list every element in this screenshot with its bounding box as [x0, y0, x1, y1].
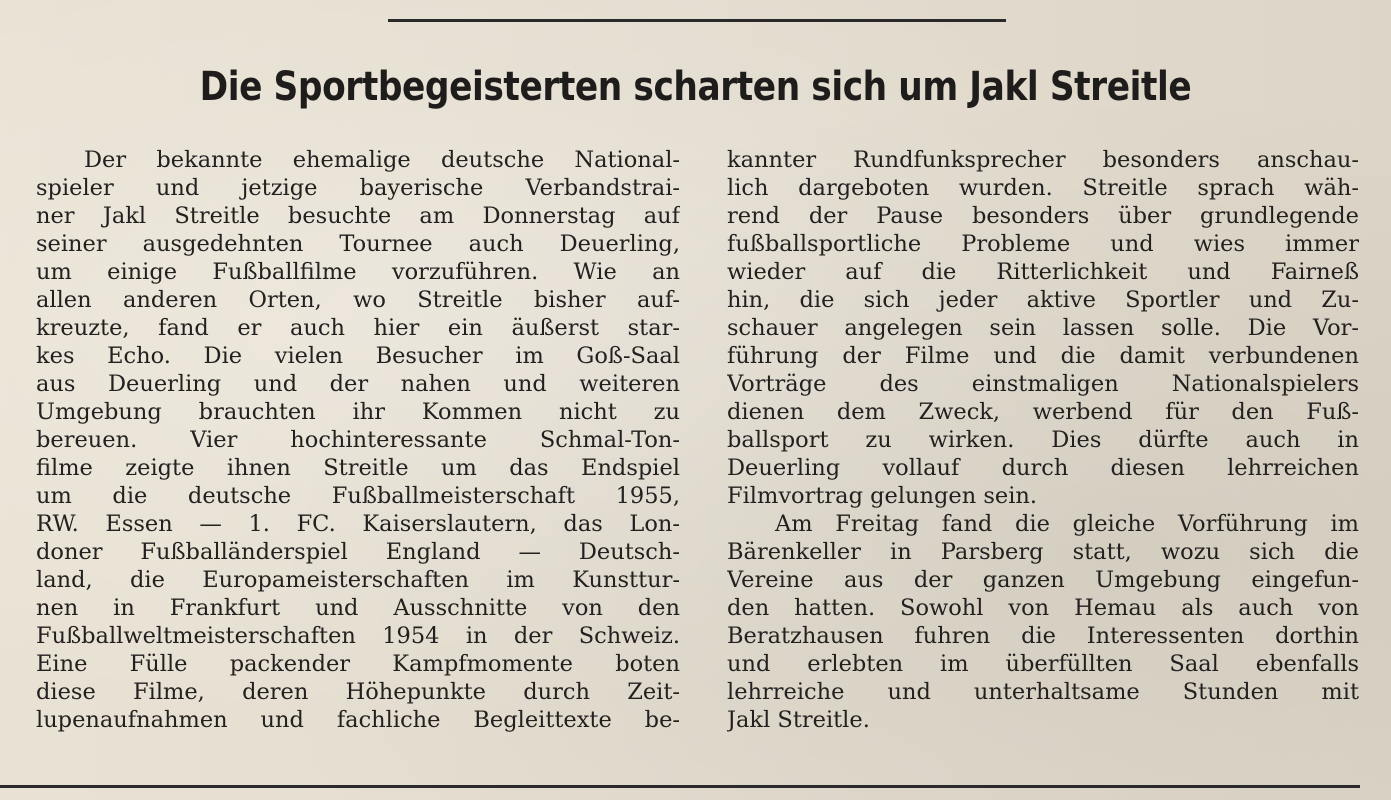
- article-column-left: [36, 146, 680, 734]
- bottom-rule: [0, 785, 1360, 788]
- text-line: filme zeigte ihnen Streitle um das Endspiel: [36, 455, 680, 481]
- text-line: Filmvortrag gelungen sein.: [727, 483, 1038, 509]
- text-line: Umgebung brauchten ihr Kommen nicht zu: [36, 399, 680, 425]
- text-line: wieder auf die Ritterlichkeit und Fairneß: [727, 259, 1359, 285]
- text-line: kes Echo. Die vielen Besucher im Goß-Saal: [36, 343, 680, 369]
- text-line: führung der Filme und die damit verbundenen: [727, 343, 1359, 369]
- text-line: land, die Europameisterschaften im Kunsttur-: [36, 567, 680, 593]
- headline: Die Sportbegeisterten scharten sich um Jakl Streitle: [199, 64, 1192, 110]
- top-rule: [388, 19, 1006, 22]
- text-line: Am Freitag fand die gleiche Vorführung im: [775, 511, 1359, 537]
- text-line: Jakl Streitle.: [727, 707, 870, 733]
- text-line: Vorträge des einstmaligen Nationalspielers: [727, 371, 1359, 397]
- text-line: schauer angelegen sein lassen solle. Die Vor-: [727, 315, 1359, 341]
- text-line: kannter Rundfunksprecher besonders anschau-: [727, 147, 1359, 173]
- text-line: allen anderen Orten, wo Streitle bisher auf-: [36, 287, 680, 313]
- text-line: spieler und jetzige bayerische Verbandstrai-: [36, 175, 680, 201]
- text-line: lupenaufnahmen und fachliche Begleittexte be-: [36, 707, 680, 733]
- text-line: den hatten. Sowohl von Hemau als auch von: [727, 595, 1359, 621]
- text-line: Deuerling vollauf durch diesen lehrreichen: [727, 455, 1359, 481]
- text-line: dienen dem Zweck, werbend für den Fuß-: [727, 399, 1359, 425]
- text-line: bereuen. Vier hochinteressante Schmal-Ton-: [36, 427, 680, 453]
- text-line: nen in Frankfurt und Ausschnitte von den: [36, 595, 680, 621]
- text-line: Der bekannte ehemalige deutsche National-: [84, 147, 680, 173]
- text-line: hin, die sich jeder aktive Sportler und Zu-: [727, 287, 1359, 313]
- text-line: rend der Pause besonders über grundlegende: [727, 203, 1359, 229]
- text-line: diese Filme, deren Höhepunkte durch Zeit-: [36, 679, 680, 705]
- text-line: Bärenkeller in Parsberg statt, wozu sich die: [727, 539, 1359, 565]
- text-line: ner Jakl Streitle besuchte am Donnerstag auf: [36, 203, 680, 229]
- text-line: Beratzhausen fuhren die Interessenten dorthin: [727, 623, 1359, 649]
- text-line: Eine Fülle packender Kampfmomente boten: [36, 651, 680, 677]
- text-line: lehrreiche und unterhaltsame Stunden mit: [727, 679, 1359, 705]
- text-line: Fußballweltmeisterschaften 1954 in der Schweiz.: [36, 623, 680, 649]
- text-line: ballsport zu wirken. Dies dürfte auch in: [727, 427, 1359, 453]
- text-line: kreuzte, fand er auch hier ein äußerst star-: [36, 315, 680, 341]
- text-line: doner Fußballänderspiel England — Deutsch-: [36, 539, 680, 565]
- text-line: um die deutsche Fußballmeisterschaft 1955,: [36, 483, 680, 509]
- text-line: und erlebten im überfüllten Saal ebenfalls: [727, 651, 1359, 677]
- text-line: RW. Essen — 1. FC. Kaiserslautern, das Lon-: [36, 511, 680, 537]
- text-line: aus Deuerling und der nahen und weiteren: [36, 371, 680, 397]
- text-line: fußballsportliche Probleme und wies immer: [727, 231, 1359, 257]
- text-line: um einige Fußballfilme vorzuführen. Wie an: [36, 259, 680, 285]
- article-column-right: [727, 146, 1359, 734]
- text-line: Vereine aus der ganzen Umgebung eingefun-: [727, 567, 1359, 593]
- text-line: lich dargeboten wurden. Streitle sprach wäh-: [727, 175, 1359, 201]
- text-line: seiner ausgedehnten Tournee auch Deuerling,: [36, 231, 680, 257]
